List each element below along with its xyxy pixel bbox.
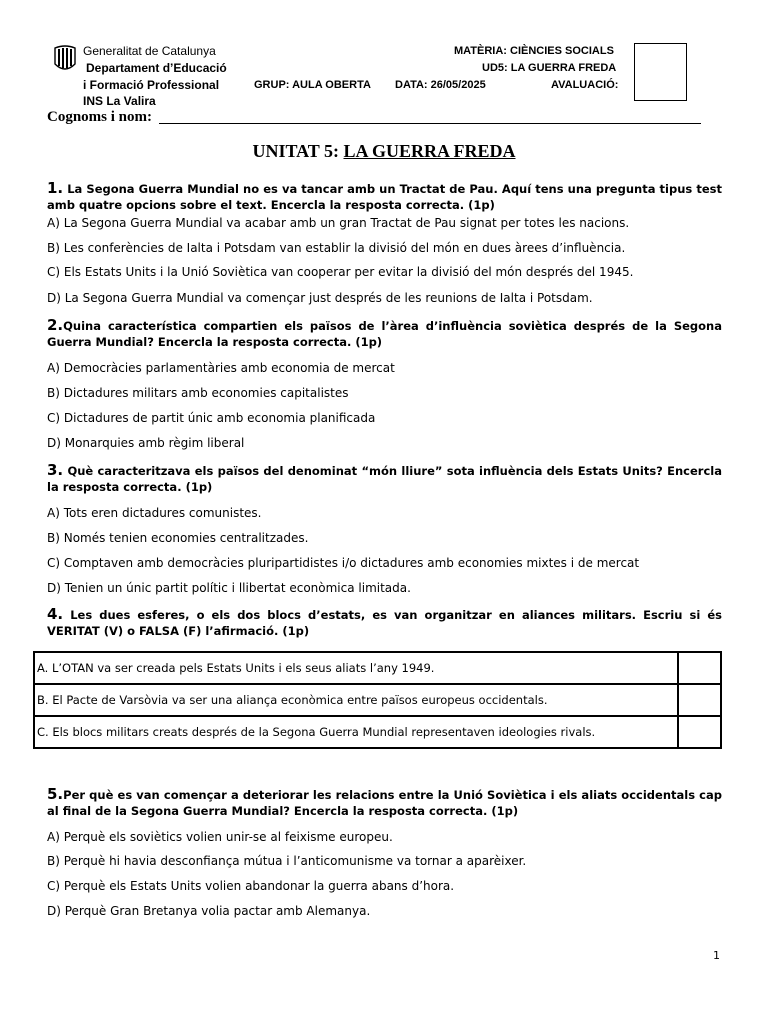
evaluation-label: AVALUACIÓ: <box>551 79 619 91</box>
option-1d[interactable]: D) La Segona Guerra Mundial va començar just després de les reunions de Ialta i Potsdam. <box>47 291 593 305</box>
option-3c[interactable]: C) Comptaven amb democràcies pluripartidistes i/o dictadures amb economies mixtes i de mercat <box>47 556 640 570</box>
question-3 <box>47 462 722 495</box>
answer-cell-4b[interactable] <box>678 684 721 716</box>
generalitat-logo-icon <box>53 44 77 74</box>
option-2d[interactable]: D) Monarquies amb règim liberal <box>47 436 245 450</box>
option-3b[interactable]: B) Només tenien economies centralitzades. <box>47 531 309 545</box>
page-title: UNITAT 5: LA GUERRA FREDA <box>252 141 516 161</box>
statement-4c: C. Els blocs militars creats després de la Segona Guerra Mundial representaven ideologies rivals. <box>34 716 678 748</box>
option-2b[interactable]: B) Dictadures militars amb economies capitalistes <box>47 386 349 400</box>
option-5d[interactable]: D) Perquè Gran Bretanya volia pactar amb Alemanya. <box>47 904 371 918</box>
school-name: INS La Valira <box>83 94 156 108</box>
page-title-underlined: LA GUERRA FREDA <box>343 141 516 161</box>
question-1 <box>47 180 722 213</box>
date-label: DATA: 26/05/2025 <box>395 79 486 91</box>
question-text: Les dues esferes, o els dos blocs d’estats, es van organitzar en aliances militars. Escriu si és VERITAT (V) o FALSA (F) l’afirmació. (1p) <box>47 608 722 638</box>
answer-cell-4a[interactable] <box>678 652 721 684</box>
question-number: 4. <box>47 605 64 623</box>
option-5c[interactable]: C) Perquè els Estats Units volien abandonar la guerra abans d’hora. <box>47 879 455 893</box>
unit-label: UD5: LA GUERRA FREDA <box>482 62 617 74</box>
question-number: 5. <box>47 785 64 803</box>
option-2a[interactable]: A) Democràcies parlamentàries amb economia de mercat <box>47 361 395 375</box>
page-number: 1 <box>713 949 720 962</box>
table-row <box>34 652 721 684</box>
option-5a[interactable]: A) Perquè els soviètics volien unir-se al feixisme europeu. <box>47 830 393 844</box>
true-false-table <box>33 651 722 749</box>
question-text: Per què es van començar a deteriorar les relacions entre la Unió Soviètica i els aliats occidentals cap al final de la Segona Guerra Mundial? Encercla la resposta correcta. (1p) <box>47 788 722 818</box>
group-label: GRUP: AULA OBERTA <box>254 79 371 91</box>
org-department-2: i Formació Professional <box>83 78 220 92</box>
org-name: Generalitat de Catalunya <box>83 44 216 58</box>
name-underline <box>159 123 701 124</box>
name-field[interactable] <box>47 109 152 126</box>
question-text: La Segona Guerra Mundial no es va tancar amb un Tractat de Pau. Aquí tens una pregunta tipus test amb quatre opcions sobre el text. Encercla la resposta correcta. (1p) <box>47 182 722 212</box>
question-number: 1. <box>47 179 64 197</box>
option-2c[interactable]: C) Dictadures de partit únic amb economia planificada <box>47 411 376 425</box>
name-label: Cognoms i nom: <box>47 109 153 125</box>
question-5 <box>47 786 722 819</box>
option-1b[interactable]: B) Les conferències de Ialta i Potsdam van establir la divisió del món en dues àrees d’influència. <box>47 241 626 255</box>
evaluation-box[interactable] <box>634 43 687 101</box>
option-3a[interactable]: A) Tots eren dictadures comunistes. <box>47 506 262 520</box>
question-4 <box>47 606 722 639</box>
table-row <box>34 716 721 748</box>
answer-cell-4c[interactable] <box>678 716 721 748</box>
statement-4b: B. El Pacte de Varsòvia va ser una aliança econòmica entre països europeus occidentals. <box>34 684 678 716</box>
question-2 <box>47 317 722 350</box>
statement-4a: A. L’OTAN va ser creada pels Estats Units i els seus aliats l’any 1949. <box>34 652 678 684</box>
question-text: Què caracteritzava els països del denominat “món lliure” sota influència dels Estats Units? Encercla la resposta correcta. (1p) <box>47 464 722 494</box>
question-number: 3. <box>47 461 64 479</box>
option-5b[interactable]: B) Perquè hi havia desconfiança mútua i l’anticomunisme va tornar a aparèixer. <box>47 854 527 868</box>
org-department: Departament d’Educació <box>86 61 227 75</box>
table-row <box>34 684 721 716</box>
question-number: 2. <box>47 316 64 334</box>
subject-label: MATÈRIA: CIÈNCIES SOCIALS <box>454 45 614 57</box>
question-text: Quina característica compartien els països de l’àrea d’influència soviètica després de la Segona Guerra Mundial? Encercla la resposta correcta. (1p) <box>47 319 722 349</box>
option-3d[interactable]: D) Tenien un únic partit polític i llibertat econòmica limitada. <box>47 581 411 595</box>
option-1c[interactable]: C) Els Estats Units i la Unió Soviètica van cooperar per evitar la divisió del món després del 1945. <box>47 265 634 279</box>
option-1a[interactable]: A) La Segona Guerra Mundial va acabar amb un gran Tractat de Pau signat per totes les nacions. <box>47 216 630 230</box>
